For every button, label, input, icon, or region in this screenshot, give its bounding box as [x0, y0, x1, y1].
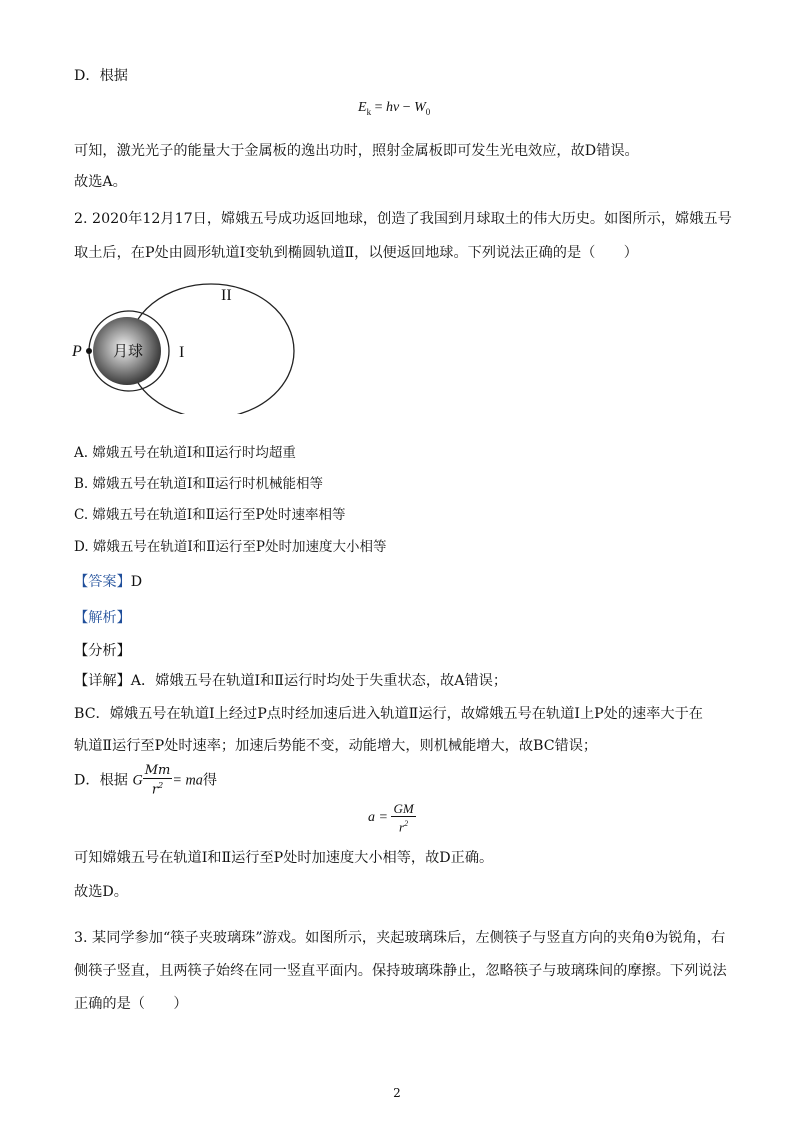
orbit-diagram [66, 274, 306, 414]
q3-line1: 3. 某同学参加“筷子夹玻璃珠”游戏。如图所示，夹起玻璃珠后，左侧筷子与竖直方向的夹角θ为锐角，右 [74, 930, 726, 946]
acceleration-equation: a = $\frac{GM}{r^2}$ [368, 801, 414, 835]
detail-d-line: D．根据 G $\frac{Mm}{r^2}$ = ma得 [74, 763, 218, 798]
answer-label: 【答案】 [74, 574, 131, 590]
prev-d-label: D．根据 [74, 68, 128, 84]
detail-d-prefix: D．根据 [74, 772, 128, 789]
q3-line2: 侧筷子竖直，且两筷子始终在同一竖直平面内。保持玻璃珠静止，忽略筷子与玻璃珠间的摩擦。下列说法 [74, 963, 727, 979]
q2-option-b: B. 嫦娥五号在轨道Ⅰ和Ⅱ运行时机械能相等 [74, 476, 324, 492]
q2-answer [74, 572, 142, 592]
orbit2-label: II [221, 287, 232, 304]
answer-value: D [130, 574, 143, 590]
detail-d-conclusion: 可知嫦娥五号在轨道Ⅰ和Ⅱ运行至P处时加速度大小相等，故D正确。 [74, 850, 494, 866]
q2-select: 故选D。 [74, 884, 128, 900]
detail-bc-line2: 轨道Ⅱ运行至P处时速率；加速后势能不变，动能增大，则机械能增大，故BC错误； [74, 738, 598, 754]
q2-option-d: D. 嫦娥五号在轨道Ⅰ和Ⅱ运行至P处时加速度大小相等 [74, 539, 387, 555]
photoelectric-equation: $E_k = h\nu - W_0$ [358, 100, 431, 117]
q2-stem-line1: 2. 2020年12月17日，嫦娥五号成功返回地球，创造了我国到月球取土的伟大历史。如图所示，嫦娥五号 [74, 211, 732, 227]
analysis-label: 【解析】 [74, 610, 131, 626]
detail-label: 【详解】 [74, 673, 131, 689]
detail-a [74, 671, 507, 691]
q2-option-a: A. 嫦娥五号在轨道Ⅰ和Ⅱ运行时均超重 [74, 445, 296, 461]
orbit1-label: I [179, 344, 185, 361]
q2-option-c: C. 嫦娥五号在轨道Ⅰ和Ⅱ运行至P处时速率相等 [74, 507, 346, 523]
fenxi-label: 【分析】 [74, 643, 131, 659]
q3-line3: 正确的是（ ） [74, 996, 188, 1012]
detail-bc-line1: BC．嫦娥五号在轨道Ⅰ上经过P点时经加速后进入轨道Ⅱ运行，故嫦娥五号在轨道Ⅰ上P处的速率大于在 [74, 706, 703, 722]
page-number: 2 [393, 1086, 401, 1100]
gravity-fraction: $\frac{Mm}{r^2}$ [144, 763, 171, 798]
detail-a-text: A．嫦娥五号在轨道Ⅰ和Ⅱ运行时均处于失重状态，故A错误； [130, 673, 508, 689]
moon-label: 月球 [113, 342, 144, 360]
prev-select: 故选A。 [74, 174, 127, 190]
point-p-label: P [72, 343, 82, 360]
point-p-dot [86, 348, 92, 354]
prev-conclusion: 可知，激光光子的能量大于金属板的逸出功时，照射金属板即可发生光电效应，故D错误。 [74, 143, 639, 159]
q2-stem-line2: 取土后，在P处由圆形轨道Ⅰ变轨到椭圆轨道Ⅱ，以便返回地球。下列说法正确的是（ ） [74, 245, 638, 261]
